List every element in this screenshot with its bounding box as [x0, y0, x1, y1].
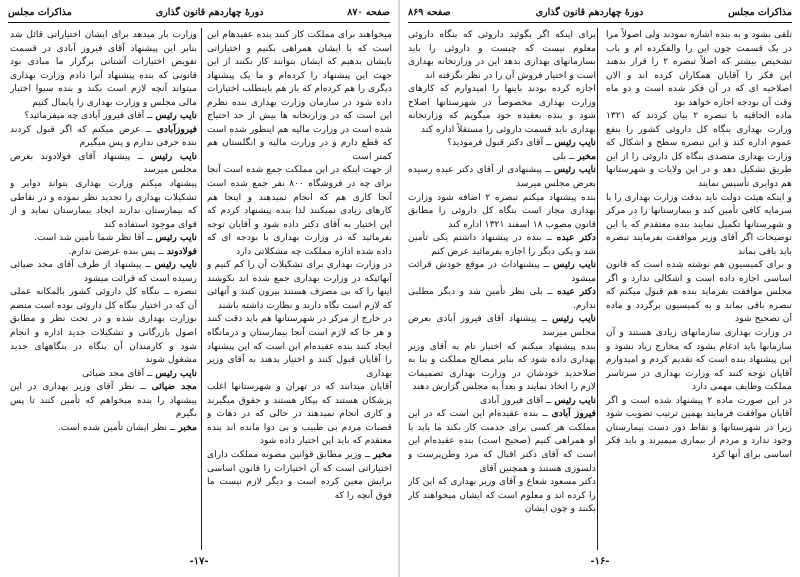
paragraph [408, 475, 596, 516]
speaker-name: دکتر عبده [557, 286, 596, 298]
paragraph [207, 28, 392, 163]
page-number-label: صفحه ۸۷۰ [347, 6, 390, 18]
paragraph [207, 448, 392, 502]
paragraph-text: وزارت بار میدهد برای ایشان اختیاراتی قائل شد بنابر این پیشنهاد آقای فیروز آبادی در قسمت تفویض اختیارات آشتانی برگزار ما مبادی بود قانونی که بنده پیشنهاد آنرا دادم وزارت بهداری میتواند آنچه لازم است بکند و بنده سیوا اختیار مالی مجلس و وزارت بهداری را پایمال کنیم [10, 29, 197, 108]
paragraph [207, 163, 392, 258]
paragraph [10, 109, 197, 123]
paragraph-text: آقای دکتر قبول فرمودید؟ [447, 137, 544, 149]
speaker-name: نایب رئیس [553, 164, 596, 176]
paragraph-text: آقای مجد ضیائی [82, 367, 145, 379]
paragraph-text: نظر آقای وزیر بهداری در این پیشنهاد را بنده میخواهم که تأمین کنند تا پس بگیرم [10, 381, 197, 420]
paragraph [207, 258, 392, 312]
speaker-separator: ــ [543, 394, 555, 406]
header-rule [408, 22, 792, 23]
paragraph-text: میخواهند برای مملکت کار کنند بنده عقیدهام این است که با ایشان همراهی بکنیم و اختیاراتی بایشان بدهیم که ایشان بتوانند کار بکنند از این جهت این پیشنهاد را کرده‌ام و ما یک پیشنهاد دیگری را هم کرده‌ام که باز هم باینطلب اختیارات داده شود در سازمان وزارت بهداری بنده نظرم این است که در وزارتخانه ها بیش از حد احتیاج شده است در وزارت مالیه هم اینطور شده است که قطع دارم و در وزارت مالیه و انگلستان هم کمتر است [207, 29, 392, 162]
paragraph-text: پیشنهادات در موقع خودش قرائت میشود [408, 259, 596, 284]
header-section: مذاکرات مجلس [8, 6, 72, 18]
paragraph-text: بنده عقیده‌ام این است که در این مملکت هر کسی برای خدمت کار بکند ما باید با او همراهی کنیم (صحیح است) بنده عقیده‌ام این است که آقای دکتر اقبال که مرد وطن‌پرست و دلسوزی هستند و همچنین آقای [408, 408, 596, 474]
speaker-name: فیروز آبادی [551, 408, 596, 420]
paragraph [408, 28, 596, 82]
paragraph [10, 258, 197, 285]
text-column-right [207, 28, 392, 550]
paragraph-text: در وزارت بهداری سازمانهای زیادی هستند و آن سازمانها باید ادغام بشود که مخارج زیاد نشود و این پیشنهاد بنده است که تقدیم کردم و امیدوارم آقایان توجه کنند که وزارت بهداری در سرتاسر مملکت وظایف مهمی دارد [606, 327, 792, 393]
page-869 [400, 0, 800, 577]
speaker-name: مجد ضیائی [151, 381, 197, 393]
paragraph-text: آقایان میدانند که در تهران و شهرستانها اغلب پزشکان هستند که بیکار هستند و حقوق میگیرند و کاری انجام نمیدهند در حالی که در دهات و قصبات مردم بی طبیب و بی دوا مانده اند بنده معتقدم که باید این اختیار داده شود [207, 381, 392, 447]
paragraph [408, 191, 596, 232]
paragraph-text: بنده پیشنهاد میکنم تبصره ۲ اضافه شود وزارت بهداری مجاز است بنگاه کل داروئی را مطابق قانون مصوب ۱۸ اسفند ۱۳۲۱ اداره کند [408, 191, 596, 230]
paragraph-text: پیشنهادی از آقای دکتر عبده رسیده بعرض مجلس میرسد [408, 164, 596, 190]
text-column-left [10, 28, 197, 550]
paragraph-text: در وزارت بهداری برای تشکیلات آن را کم کنیم و آنهائیکه در وزارت بهداری جمع شده اند بکوشند اینها را که بی مصرف هستند بیرون کنند و آنهائی که لازم است نگاه دارند و نظارت داشته باشند [207, 259, 392, 311]
paragraph-text: بنده پیشنهاد میکنم که اختیار تام به آقای وزیر بهداری داده شود که بنابر مصالح مملکت و بنا به صلاحدید خودشان در وزارت بهداری تصمیمات لازم را اتخاذ نمایند و بعداً به مجلس گزارش دهند [408, 340, 596, 393]
paragraph [606, 394, 792, 462]
speaker-name: نایب رئیس [155, 367, 197, 379]
speaker-separator: ــ [541, 164, 554, 176]
paragraph-text: تلقی بشود و به بنده اشاره نمودند ولی اصولاً مرا در یک قسمت چون این را والفکرده ام و باب تشخیص بیشتر که اصلاً تبصره ۲ را قرار بدهند این فکر را آقایان همکاران کرده اند و الان اصلاحیه ای که در آن فکر شده است و دو ماه وقت آن بودجه اجازه خواهد بود [606, 29, 792, 108]
paragraph-text: آقای فیروز آبادی [480, 394, 544, 406]
speaker-separator: ــ [141, 259, 155, 271]
speaker-separator: ــ [543, 137, 555, 149]
speaker-name: مخبر [178, 421, 197, 433]
speaker-separator: ــ [539, 259, 554, 271]
page-header [8, 4, 390, 20]
speaker-separator: ــ [155, 245, 167, 257]
speaker-name: فیروزآبادی [156, 123, 197, 135]
paragraph [408, 394, 596, 408]
paragraph [408, 163, 596, 190]
speaker-separator: ــ [536, 313, 553, 325]
paragraph [10, 177, 197, 231]
column-divider [201, 28, 202, 550]
paragraph-text: نظر ایشان تأمین شده است. [57, 421, 168, 433]
paragraph [606, 258, 792, 326]
paragraph [10, 285, 197, 366]
paragraph [10, 421, 197, 435]
column-divider [597, 28, 598, 550]
paragraph-text: پس بنده عرضی ندارم. [68, 245, 156, 257]
paragraph-text: پیشنهاد میکنم وزارت بهداری بتواند دوایر و تشکیلات بهداری را تجدید نظر نموده و در نقاطی که بیمارستان ندارند ایجاد بیمارستان نماید و از قوای موجود استفاده کند [10, 178, 197, 230]
paragraph [10, 150, 197, 177]
paragraph-text: ماده الحاقیه با تبصره ۲ بیان کردند که ۱۳۲۱ وزارت بهداری بنگاه کل داروئی کشور را بنفع عموم اداره کند و این تبصره سطح و اشکال که وزارت بهداری متصدی بنگاه کل داروئی را از این طریق تشکیل دهد و در این ولایات و شهرستانها هم دوایری تأسیس نمایند [606, 110, 792, 190]
speaker-name: نایب رئیس [155, 232, 197, 244]
paragraph-text: پیشنهاد آقای فیروز آبادی بعرض مجلس میرسد [408, 313, 596, 339]
speaker-separator: ــ [566, 150, 578, 162]
speaker-name: نایب رئیس [554, 137, 596, 149]
speaker-name: دکتر عبده [556, 232, 596, 244]
paragraph [10, 245, 197, 259]
paragraph-text: دکتر مسعود شعاع و آقای وزیر بهداری که این کار را کرده اند و معلوم است که ایشان میخواهند کار بکنند و چون ایشان [408, 476, 596, 515]
paragraph-text: عرض میکنم که اگر قبول کردند بنده حرفی ندارم و پس میگیرم [10, 123, 197, 149]
text-column-left [408, 28, 596, 550]
paragraph [408, 150, 596, 164]
speaker-separator: ــ [538, 408, 552, 420]
paragraph [10, 380, 197, 421]
page-footer-number: -۱۶- [590, 556, 610, 567]
speaker-separator: ــ [144, 232, 156, 244]
paragraph-text: برای اینکه اگر بگوئید داروئی که بنگاه داروئی معلوم نیست که چیست و داروئی را باید بسازمانهای بهداری بدهد این در وزارتخانه بهداری است و اختیار فروش آن را در نظر نگرفته اند [408, 29, 596, 81]
paragraph-text: پیشنهاد از طرف آقای مجد ضیائی رسیده است که قرائت میشود [10, 259, 197, 284]
header-title: دورهٔ چهاردهم قانون گذاری [155, 6, 264, 18]
paragraph [408, 136, 596, 150]
paragraph [10, 123, 197, 150]
page-footer-number: -۱۷- [189, 556, 209, 567]
paragraph [408, 312, 596, 339]
speaker-name: نایب رئیس [155, 110, 197, 122]
speaker-separator: ــ [541, 232, 557, 244]
speaker-separator: ــ [361, 448, 374, 460]
paragraph [408, 407, 596, 475]
speaker-name: نایب رئیس [150, 150, 197, 162]
speaker-separator: ــ [144, 367, 156, 379]
paragraph-text: آقا نظر شما تأمین شد است. [34, 232, 145, 244]
speaker-name: نایب رئیس [553, 259, 596, 271]
header-rule [8, 22, 390, 23]
paragraph [10, 367, 197, 381]
paragraph-text: از جهت اینکه در این مملکت جمع شده است آنجا برای چه در فروشگاه ۸۰۰ نفر جمع شده است آنجا کاری هم که انجام نمیدهند و اینجا هم کارهای زیادی نمیکنند لذا بنده پیشنهاد کردم که این اختیار به آقای دکتر داده شود و آقایان توجه بفرمائید که در وزارت بهداری با بودجه ای که داده شده اداره مملکت چه مشکلاتی دارد [207, 164, 392, 257]
header-title: دورهٔ چهاردهم قانون گذاری [535, 6, 644, 18]
paragraph-text: و برای کمیسیون هم نوشته شده است که قانون اساسی اجازه داده است و اشکالی ندارد و اگر مجلس موافقت بفرماید بنده هم قبول میکنم که تبصره باقی بماند و به کمیسیون برگردد و ماده آن تصحیح شود [606, 259, 792, 325]
paragraph [606, 109, 792, 190]
speaker-name: نایب رئیس [154, 259, 197, 271]
speaker-separator: ــ [144, 110, 156, 122]
header-section: مذاکرات مجلس [728, 6, 792, 18]
paragraph-text: بلی [552, 150, 567, 162]
paragraph-text: اجازه کرده بودند باینها را امیدوارم که کارهای وزارت بهداری مخصوصاً در شهرستانها اصلاح شود و بنده بعقیده خود میگویم که وزارتخانه بهداری باید قسمت داروئی را مستقلاً اداره کند [408, 83, 596, 135]
speaker-name: نایب رئیس [552, 313, 596, 325]
paragraph [408, 258, 596, 285]
paragraph-text: تبصره ــ بنگاه کل داروئی کشور بالمکانه عملی آن که در اختیار بنگاه کل داروئی بوده است منضم بوزارت بهداری شده و در تحت نظر و مطابق اصول بازرگانی و تشکیلات جدید اداره و انجام شود و کارمندان آن بنگاه در بنگاههای جدید مشغول شوند [10, 286, 197, 366]
paragraph [207, 380, 392, 448]
page-header [408, 4, 792, 20]
paragraph [10, 231, 197, 245]
speaker-separator: ــ [542, 286, 558, 298]
paragraph [10, 28, 197, 109]
page-870 [0, 0, 398, 577]
paragraph [408, 231, 596, 258]
speaker-separator: ــ [134, 381, 152, 393]
speaker-separator: ــ [140, 123, 157, 135]
paragraph-text: بلی نظر تأمین شد و دیگر مطلبی ندارم. [408, 286, 596, 311]
paragraph [207, 312, 392, 380]
paragraph [408, 285, 596, 312]
paragraph [606, 326, 792, 394]
speaker-name: نایب رئیس [554, 394, 596, 406]
text-column-right [606, 28, 792, 550]
paragraph [606, 28, 792, 109]
speaker-name: مخبر [577, 150, 596, 162]
paragraph-text: بنده در پیشنهاد داشتم یکی تأمین شد و یکی دیگر را اجازه بفرمائید عرض کنم [408, 232, 596, 257]
speaker-separator: ــ [167, 421, 179, 433]
speaker-name: فولادوند [166, 245, 197, 257]
paragraph-text: آقای فیروز آبادی چه میفرمائید؟ [24, 110, 145, 122]
paragraph [408, 340, 596, 394]
speaker-name: مخبر [373, 448, 392, 460]
speaker-separator: ــ [130, 150, 151, 162]
paragraph-text: و اینکه هیئت دولت باید بدقت وزارت بهداری را با سرمایه کافی تأمین کند و بیمارستانها را در مرکز و شهرستانها تکمیل نمایند بنده معتقدم که با این توضیحات اگر آقای وزیر موافقت بفرمایند تبصره باید باقی بماند [606, 191, 792, 257]
paragraph [408, 82, 596, 136]
paragraph [606, 191, 792, 259]
paragraph-text: پیشنهاد آقای فولادوند بعرض مجلس میرسد [10, 150, 197, 176]
paragraph-text: وزیر مطابق قوانین مصوبه مملکت دارای اختیاراتی است که آن اختیارات را قانون اساسی برایش معین کرده است و دیگر لازم نیست ما فوق آنچه را که [207, 448, 392, 501]
paragraph-text: در این صورت ماده ۲ پیشنهاد شده است و اگر آقایان موافقت فرمایند بهمین ترتیب تصویب شود زیرا در شهرستانها و نقاط دور دست بیمارستان وجود ندارد و مردم از بیماری میمیرند و باید فکر اساسی برای آنها کرد [606, 394, 792, 460]
paragraph-text: در خارج از مرکز در شهرستانها هم باید دقت کنند و هر جا که لازم است آنجا بیمارستان و درمانگاه ایجاد کنند بنده عقیده‌ام این است که این پیشنهاد را آقایان قبول کنند و اختیار بدهند به آقای وزیر بهداری [207, 313, 392, 379]
page-number-label: صفحه ۸۶۹ [408, 6, 451, 18]
